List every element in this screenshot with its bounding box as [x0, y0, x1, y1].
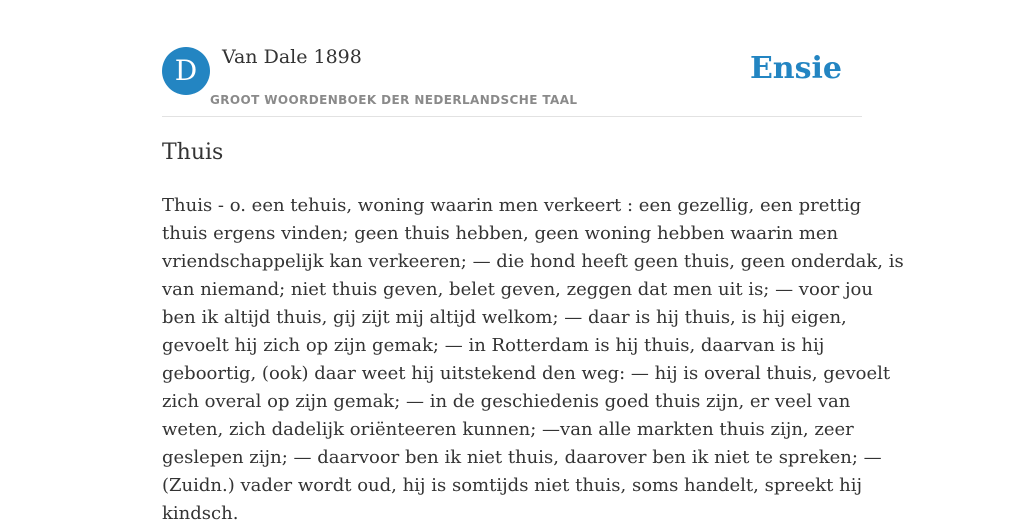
definition-line: geslepen zijn; — daarvoor ben ik niet thuis, daarover ben ik niet te spreken; —	[162, 447, 882, 468]
definition-line: (Zuidn.) vader wordt oud, hij is somtijds niet thuis, soms handelt, spreekt hij	[162, 475, 863, 496]
definition-line: weten, zich dadelijk oriënteeren kunnen; —van alle markten thuis zijn, zeer	[162, 419, 854, 440]
source-subtitle: GROOT WOORDENBOEK DER NEDERLANDSCHE TAAL	[210, 93, 578, 107]
definition-line: vriendschappelijk kan verkeeren; — die hond heeft geen thuis, geen onderdak, is	[162, 251, 904, 272]
definition-line: Thuis - o. een tehuis, woning waarin men verkeert : een gezellig, een prettig	[162, 195, 862, 216]
entry-definition	[162, 192, 904, 528]
definition-line: gevoelt hij zich op zijn gemak; — in Rotterdam is hij thuis, daarvan is hij	[162, 335, 825, 356]
source-logo[interactable]: D	[162, 47, 210, 95]
entry-headword: Thuis	[162, 140, 224, 165]
brand-logo[interactable]: Ensie	[749, 51, 842, 86]
definition-line: zich overal op zijn gemak; — in de geschiedenis goed thuis zijn, er veel van	[162, 391, 851, 412]
source-title[interactable]: Van Dale 1898	[222, 46, 362, 68]
definition-line: thuis ergens vinden; geen thuis hebben, geen woning hebben waarin men	[162, 223, 839, 244]
definition-line: geboortig, (ook) daar weet hij uitstekend den weg: — hij is overal thuis, gevoelt	[162, 363, 891, 384]
definition-line: van niemand; niet thuis geven, belet geven, zeggen dat men uit is; — voor jou	[162, 279, 873, 300]
definition-line: ben ik altijd thuis, gij zijt mij altijd welkom; — daar is hij thuis, is hij eigen,	[162, 307, 847, 328]
source-header	[162, 42, 862, 117]
definition-line: kindsch.	[162, 503, 239, 524]
